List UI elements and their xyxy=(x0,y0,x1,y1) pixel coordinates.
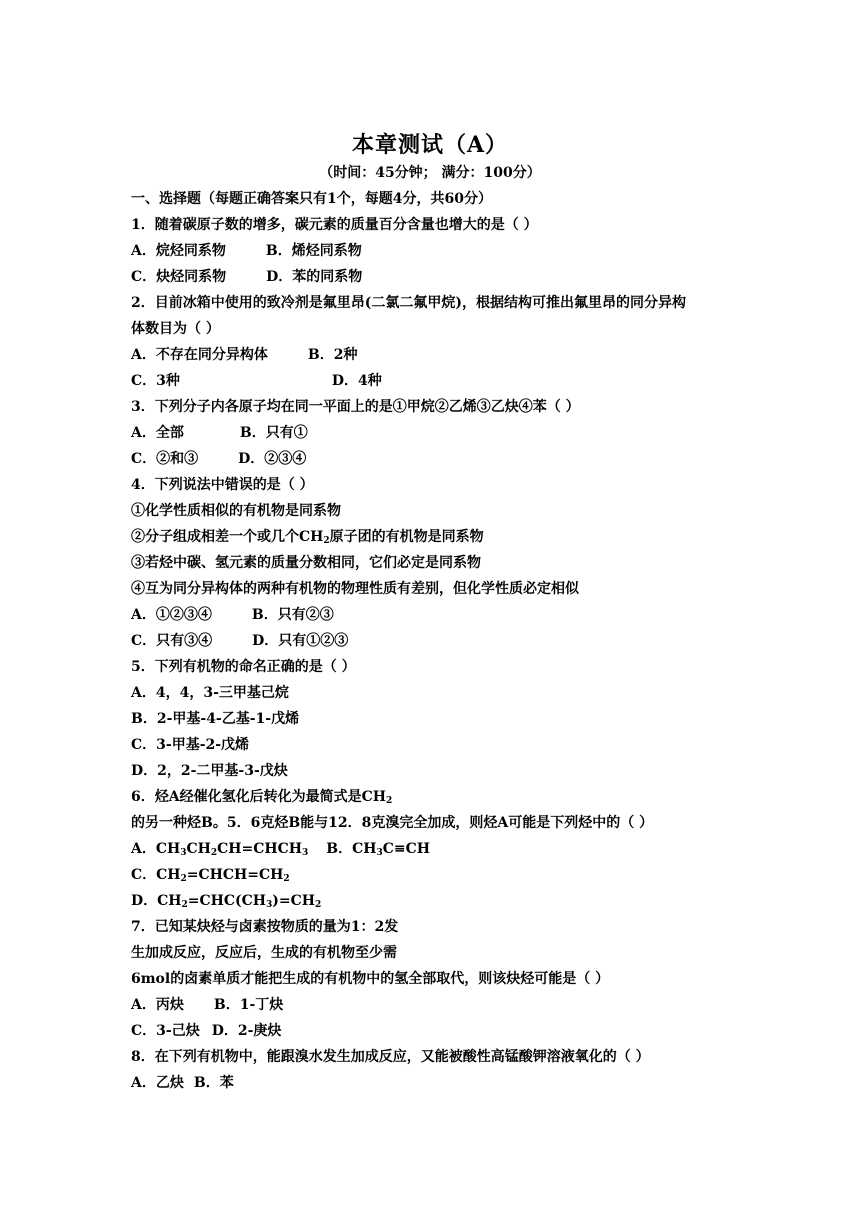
formula-part: D．CH xyxy=(131,893,182,909)
statement-3: ③若烃中碳、氢元素的质量分数相同，它们必定是同系物 xyxy=(131,555,481,571)
formula-part: C．CH xyxy=(131,867,181,883)
question-5-stem: 5．下列有机物的命名正确的是（ ） xyxy=(131,659,356,675)
question-7-stem-cont: 6mol的卤素单质才能把生成的有机物中的氢全部取代，则该炔烃可能是（ ） xyxy=(131,971,610,987)
formula-part: =CHC(CH xyxy=(187,893,267,909)
page-title: 本章测试（A） xyxy=(351,132,509,158)
subscript: 2 xyxy=(283,874,290,884)
question-7-stem-cont: 生加成反应，反应后，生成的有机物至少需 xyxy=(131,945,397,961)
question-2-stem-cont: 体数目为（ ） xyxy=(131,321,220,337)
subscript: 3 xyxy=(180,848,187,858)
subscript: 2 xyxy=(210,848,218,858)
option-c: C．3-己炔 xyxy=(131,1023,200,1039)
option-d: D．4种 xyxy=(331,373,382,389)
subscript: 2 xyxy=(180,874,187,884)
subscript: 2 xyxy=(315,900,322,910)
question-list xyxy=(131,186,771,1096)
option-c xyxy=(131,862,771,888)
question-3-stem: 3．下列分子内各原子均在同一平面上的是①甲烷②乙烯③乙炔④苯（ ） xyxy=(131,399,580,415)
question-1-options-row xyxy=(131,238,771,264)
option-a: A．4，4，3-三甲基己烷 xyxy=(131,685,289,701)
question-3-options-row xyxy=(131,420,771,446)
option-d xyxy=(131,888,771,914)
question-1-options-row xyxy=(131,264,771,290)
option-d: D．苯的同系物 xyxy=(266,269,363,285)
question-4-options-row xyxy=(131,628,771,654)
option-a: A．①②③④ xyxy=(131,607,212,623)
option-c: C．3种 xyxy=(131,373,180,389)
option-c: C．炔烃同系物 xyxy=(131,269,227,285)
question-2-stem: 2．目前冰箱中使用的致冷剂是氟里昂(二氯二氟甲烷)，根据结构可推出氟里昂的同分异构 xyxy=(131,295,686,311)
option-a: A．不存在同分异构体 xyxy=(131,347,268,363)
subscript: 2 xyxy=(181,900,188,910)
formula-part: A．CH xyxy=(131,841,181,857)
option-c: C．②和③ xyxy=(131,451,199,467)
question-6-stem-text: 6．烃A经催化氢化后转化为最简式是CH xyxy=(131,789,386,805)
option-b: B．2-甲基-4-乙基-1-戊烯 xyxy=(131,711,300,727)
statement-2-end: 原子团的有机物是同系物 xyxy=(329,529,484,545)
statement-2-start: ②分子组成相差一个或几个CH xyxy=(131,529,324,545)
subscript: 3 xyxy=(266,900,273,910)
question-6-stem-cont: 的另一种烃B。5．6克烃B能与12．8克溴完全加成，则烃A可能是下列烃中的（ ） xyxy=(131,815,654,831)
question-8-stem: 8．在下列有机物中，能跟溴水发生加成反应，又能被酸性高锰酸钾溶液氧化的（ ） xyxy=(131,1049,650,1065)
option-b xyxy=(326,841,430,857)
formula-part: )=CH xyxy=(272,893,316,909)
option-a xyxy=(131,841,308,857)
formula-part: B．CH xyxy=(326,841,377,857)
subscript: 3 xyxy=(376,848,383,858)
question-3-options-row xyxy=(131,446,771,472)
question-4-stem: 4．下列说法中错误的是（ ） xyxy=(131,477,314,493)
option-b: B．苯 xyxy=(193,1075,234,1091)
option-b: B．2种 xyxy=(307,347,358,363)
question-7-stem: 7．已知某炔烃与卤素按物质的量为1：2发 xyxy=(131,919,399,935)
option-c: C．只有③④ xyxy=(131,633,213,649)
option-b: B．1-丁炔 xyxy=(213,997,284,1013)
option-c: C．3-甲基-2-戊烯 xyxy=(131,737,250,753)
question-2-options-row xyxy=(131,368,771,394)
option-d: D．②③④ xyxy=(238,451,307,467)
question-1-stem: 1．随着碳原子数的增多，碳元素的质量百分含量也增大的是（ ） xyxy=(131,217,538,233)
subscript: 2 xyxy=(323,536,330,546)
option-b: B．只有②③ xyxy=(251,607,334,623)
option-a: A．烷烃同系物 xyxy=(131,243,226,259)
formula-part: CH=CHCH xyxy=(217,841,302,857)
subscript: 2 xyxy=(385,796,393,806)
option-b: B．只有① xyxy=(239,425,308,441)
question-7-options-row xyxy=(131,992,771,1018)
question-2-options-row xyxy=(131,342,771,368)
question-4-options-row xyxy=(131,602,771,628)
question-8-options-row xyxy=(131,1070,771,1096)
subscript: 3 xyxy=(301,848,309,858)
option-d: D．只有①②③ xyxy=(252,633,349,649)
exam-info: （时间：45分钟； 满分：100分） xyxy=(319,165,541,181)
option-d: D．2-庚炔 xyxy=(211,1023,282,1039)
statement-2 xyxy=(131,524,771,550)
formula-part: C≡CH xyxy=(382,841,430,857)
question-6-options-row xyxy=(131,836,771,862)
option-d: D．2，2-二甲基-3-戊炔 xyxy=(131,763,288,779)
option-a: A．全部 xyxy=(131,425,184,441)
option-a: A．丙炔 xyxy=(131,997,184,1013)
question-7-options-row xyxy=(131,1018,771,1044)
formula-part: =CHCH=CH xyxy=(186,867,284,883)
option-b: B．烯烃同系物 xyxy=(265,243,362,259)
formula-part: CH xyxy=(186,841,211,857)
statement-1: ①化学性质相似的有机物是同系物 xyxy=(131,503,341,519)
option-a: A．乙炔 xyxy=(131,1075,184,1091)
section-heading: 一、选择题（每题正确答案只有1个，每题4分，共60分） xyxy=(131,191,492,207)
statement-4: ④互为同分异构体的两种有机物的物理性质有差别，但化学性质必定相似 xyxy=(131,581,579,597)
question-6-stem xyxy=(131,784,771,810)
